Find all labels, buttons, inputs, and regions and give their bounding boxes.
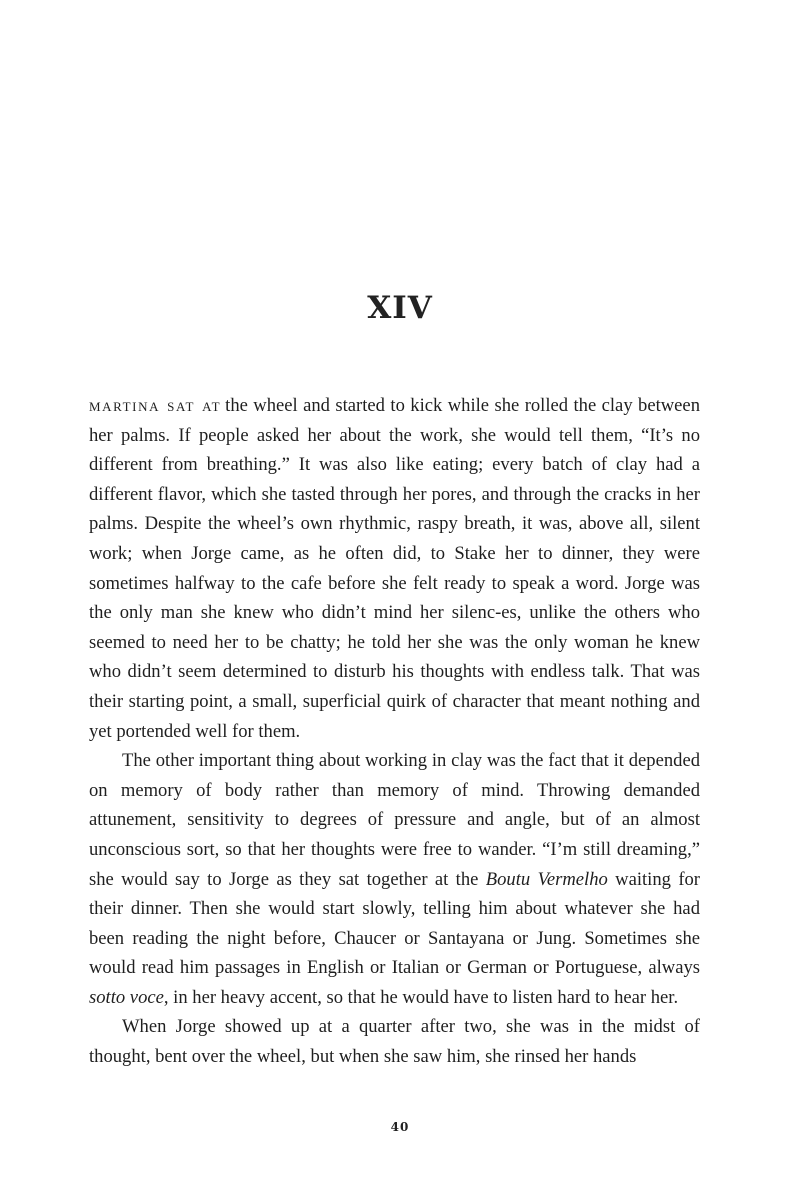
paragraph-text: The other important thing about working in clay was the fact that it depended on memory of body rather than memory of mind. Throwing demanded attunement, sensitivity to degrees of pressure and angle, but of an almost unconscious sort, so that her thoughts were free to wander. “I’m still dreaming,” she would say to Jorge as they sat together at the — [89, 750, 700, 890]
body-text — [89, 391, 700, 1072]
paragraph-text: , in her heavy accent, so that he would have to listen hard to hear her. — [163, 986, 679, 1008]
paragraph-2 — [89, 746, 700, 1012]
page-number: 40 — [390, 1120, 410, 1134]
paragraph-1 — [89, 391, 700, 746]
italic-place-name: Boutu Vermelho — [485, 868, 608, 890]
paragraph-text: the wheel and started to kick while she rolled the clay between her palms. If people asked her about the work, she would tell them, “It’s no different from breathing.” It was also like eating; every batch of clay had a different flavor, which she tasted through her pores, and through the cracks in her palms. Despite the wheel’s own rhythmic, raspy breath, it was, above all, silent work; when Jorge came, as he often did, to Stake her to dinner, they were sometimes halfway to the cafe before she felt ready to speak a word. Jorge was the only man she knew who didn’t mind her silenc-es, unlike the others who seemed to need her to be chatty; he told her she was the only woman he knew who didn’t seem determined to disturb his thoughts with endless talk. That was their starting point, a small, superficial quirk of character that meant nothing and yet portended well for them. — [89, 395, 700, 742]
paragraph-text: waiting for their dinner. Then she would start slowly, telling him about whatever she had been reading the night before, Chaucer or Santayana or Jung. Sometimes she would read him passages in English or Italian or German or Portuguese, always — [89, 868, 700, 979]
lead-in-small-caps: martina sat at — [89, 395, 222, 416]
paragraph-text: When Jorge showed up at a quarter after two, she was in the midst of thought, bent over the wheel, but when she saw him, she rinsed her hands — [89, 1016, 700, 1068]
italic-phrase: sotto voce — [89, 986, 164, 1008]
chapter-number: XIV — [367, 290, 433, 326]
paragraph-3 — [89, 1012, 700, 1071]
